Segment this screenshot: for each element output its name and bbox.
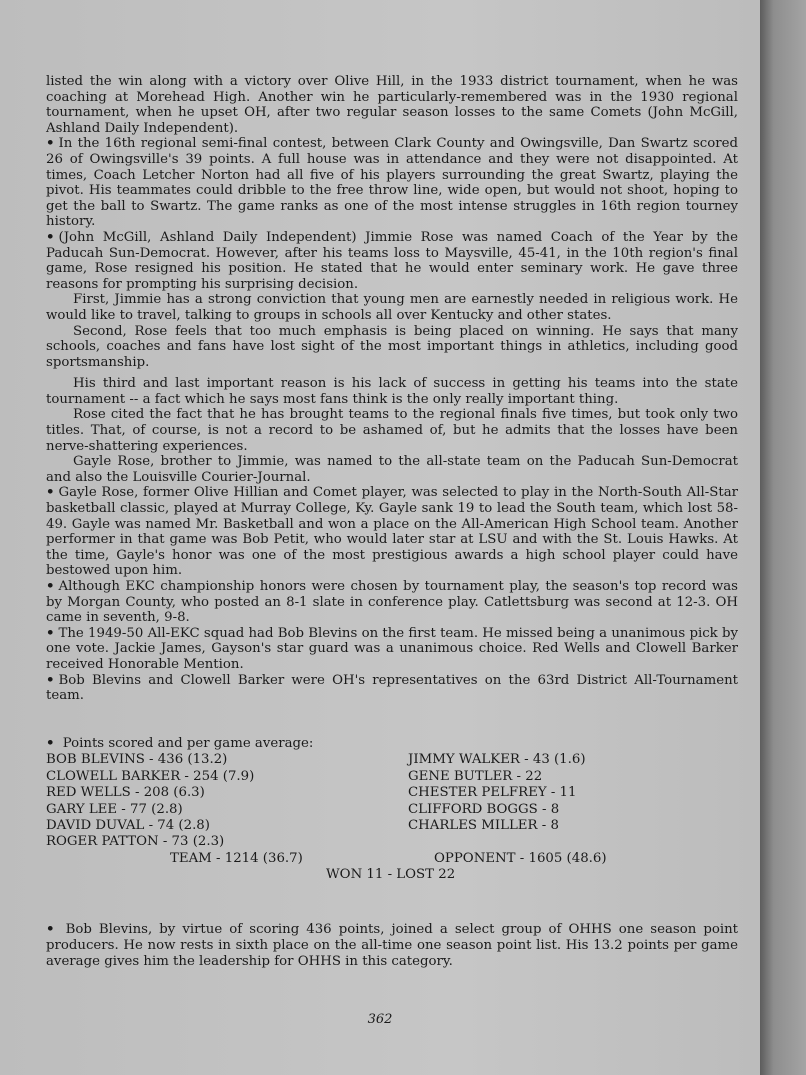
bulleted-paragraph: • In the 16th regional semi-final contest, between Clark County and Owingsville, Dan Swartz scored 26 of Owingsville's 39 points. A full house was in attendance and they were not disappointed. At times, Coach Letcher Norton had all five of his players surrounding the great Swartz, playing the pivot. His teammates could dribble to the free throw line, wide open, but would not shoot, hoping to get the ball to Swartz. The game ranks as one of the most intense struggles in 16th region tourney history. [46, 136, 738, 230]
paragraph: Second, Rose feels that too much emphasis is being placed on winning. He says that many schools, coaches and fans have lost sight of the most important things in athletics, including good sportsmanship. [46, 323, 738, 370]
player-line: CHESTER PELFREY - 11 [408, 785, 577, 801]
bullet-icon: • [46, 485, 55, 501]
team-total: TEAM - 1214 (36.7) [170, 850, 303, 866]
bulleted-paragraph: • Gayle Rose, former Olive Hillian and Comet player, was selected to play in the North-South All-Star basketball classic, played at Murray College, Ky. Gayle sank 19 to lead the South team, which lost 58-49. Gayle was named Mr. Basketball and won a place on the All-American High School team. Another performer in that game was Bob Petit, who would later star at LSU and with the St. Louis Hawks. At the time, Gayle's honor was one of the most prestigious awards a high school player could have bestowed upon him. [46, 485, 738, 579]
body-text [46, 74, 738, 704]
player-line: CLOWELL BARKER - 254 (7.9) [46, 768, 255, 784]
player-line: JIMMY WALKER - 43 (1.6) [408, 752, 586, 768]
bullet-icon: • [46, 922, 55, 937]
bulleted-paragraph: • Although EKC championship honors were chosen by tournament play, the season's top record was by Morgan County, who posted an 8-1 slate in conference play. Catlettsburg was second at 12-3. OH came in seventh, 9-8. [46, 579, 738, 626]
opponent-total: OPPONENT - 1605 (48.6) [434, 850, 607, 866]
player-line: DAVID DUVAL - 74 (2.8) [46, 818, 210, 834]
bullet-icon: • [46, 736, 55, 751]
player-line: GENE BUTLER - 22 [408, 768, 543, 784]
bulleted-paragraph: • (John McGill, Ashland Daily Independent) Jimmie Rose was named Coach of the Year by the Paducah Sun-Democrat. However, after his teams loss to Maysville, 45-41, in the 10th region's final game, Rose resigned his position. He stated that he would enter seminary work. He gave three reasons for prompting his surprising decision. [46, 229, 738, 292]
bullet-icon: • [46, 672, 55, 688]
book-gutter [760, 0, 806, 1075]
season-record: WON 11 - LOST 22 [326, 867, 456, 883]
player-line: GARY LEE - 77 (2.8) [46, 801, 183, 817]
paragraph: Gayle Rose, brother to Jimmie, was named to the all-state team on the Paducah Sun-Democrat and also the Louisville Courier-Journal. [46, 454, 738, 485]
closing-paragraph: • Bob Blevins, by virtue of scoring 436 points, joined a select group of OHHS one season point producers. He now rests in sixth place on the all-time one season point list. His 13.2 points per game average gives him the leadership for OHHS in this category. [46, 922, 738, 969]
paragraph: First, Jimmie has a strong conviction that young men are earnestly needed in religious work. He would like to travel, talking to groups in schools all over Kentucky and other states. [46, 292, 738, 323]
points-right-column [408, 752, 728, 850]
player-line: CLIFFORD BOGGS - 8 [408, 801, 560, 817]
points-heading: • Points scored and per game average: [46, 736, 314, 751]
bulleted-paragraph: • The 1949-50 All-EKC squad had Bob Blevins on the first team. He missed being a unanimous pick by one vote. Jackie James, Gayson's star guard was a unanimous choice. Red Wells and Clowell Barker received Honorable Mention. [46, 625, 738, 672]
bullet-icon: • [46, 625, 55, 641]
bulleted-paragraph: • Bob Blevins and Clowell Barker were OH's representatives on the 63rd District All-Tournament team. [46, 672, 738, 704]
points-left-column [46, 752, 408, 850]
bullet-icon: • [46, 579, 55, 594]
page-number: 362 [367, 1012, 393, 1027]
paragraph: listed the win along with a victory over Olive Hill, in the 1933 district tournament, when he was coaching at Morehead High. Another win he particularly-remembered was in the 1930 regional tournament, when he upset OH, after two regular season losses to the same Comets (John McGill, Ashland Daily Independent). [46, 74, 738, 136]
paragraph: His third and last important reason is his lack of success in getting his teams into the state tournament -- a fact which he says most fans think is the only really important thing. [46, 376, 738, 407]
bullet-icon: • [46, 136, 55, 152]
player-line: RED WELLS - 208 (6.3) [46, 785, 205, 801]
player-line: ROGER PATTON - 73 (2.3) [46, 834, 225, 850]
points-table [46, 736, 738, 884]
player-line: CHARLES MILLER - 8 [408, 818, 559, 834]
bullet-icon: • [46, 229, 55, 245]
paragraph: Rose cited the fact that he has brought teams to the regional finals five times, but took only two titles. That, of course, is not a record to be ashamed of, but he admits that the losses have been nerve-shattering experiences. [46, 407, 738, 454]
player-line: BOB BLEVINS - 436 (13.2) [46, 752, 228, 768]
